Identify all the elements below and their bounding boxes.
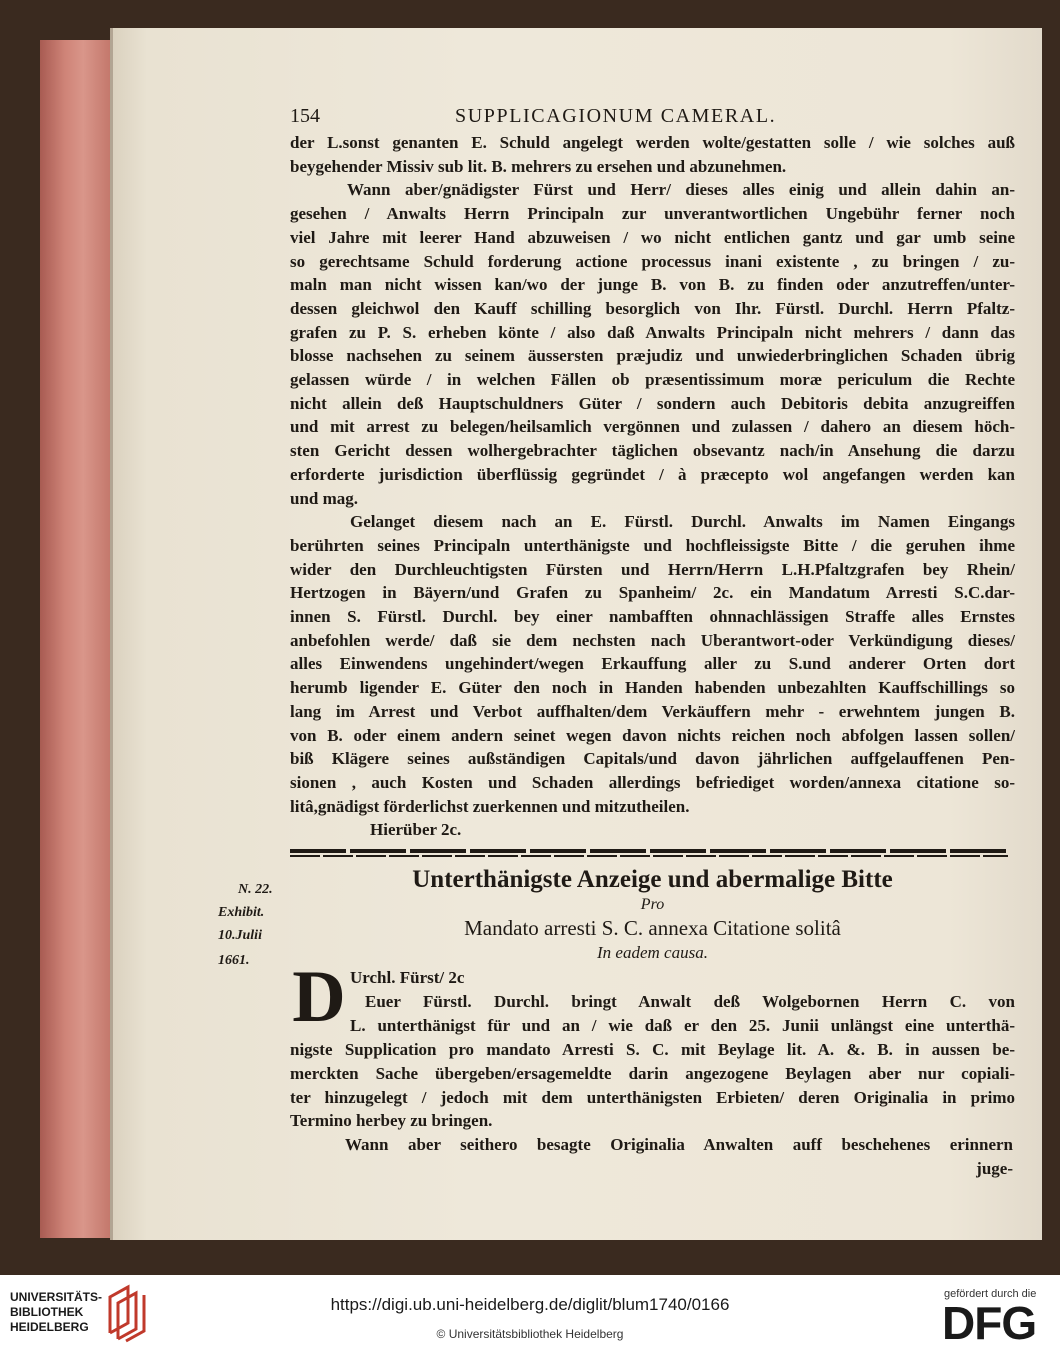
text-line: sten Gericht dessen wolhergebrachter täglichen obsevantz nach/in Ansehung die darzu: [290, 441, 1015, 460]
text-line: litâ,gnädigst förderlichst zuerkennen und mitzutheilen.: [290, 797, 690, 816]
catchword: juge-: [976, 1159, 1013, 1178]
text-line: dessen gleichwol den Kauff schilling besorglich von Ihr. Fürstl. Durchl. Herrn Pfaltz-: [290, 299, 1015, 318]
running-title: SUPPLICAGIONUM CAMERAL.: [455, 105, 777, 127]
page-edges: [40, 40, 112, 1238]
text-line: maln man nicht wissen kan/wo der junge B. von B. zu finden oder anzutreffen/unter-: [290, 275, 1015, 294]
heading-pro: Pro: [640, 896, 665, 913]
text-line: und mit arrest zu belegen/heilsamlich vergönnen und zulassen / dahero an diesem höch-: [290, 417, 1015, 436]
text-line: Euer Fürstl. Durchl. bringt Anwalt deß Wolgebornen Herrn C. von: [365, 992, 1015, 1011]
text-line: so gerechtsame Schuld forderung actione processus inani existente , zu bringen / zu-: [290, 252, 1015, 271]
text-line: biß Klägere seines außständigen Capitals/und davon jährlichen auffgelauffenen Pen-: [290, 749, 1015, 768]
text-line: berührten seines Principaln unterthänigste und hochfleissigste Bitte / die geruhen ihme: [290, 536, 1015, 555]
dfg-logo: DFG: [942, 1297, 1037, 1349]
library-name-line3: HEIDELBERG: [10, 1320, 89, 1334]
text-line: Gelanget diesem nach an E. Fürstl. Durchl. Anwalts im Namen Eingangs: [350, 512, 1015, 531]
text-line: alles Einwendens ungehindert/wegen Erkauffung aller zu S.und anderer Orten dort: [290, 654, 1015, 673]
heading-subtitle: Mandato arresti S. C. annexa Citatione solitâ: [464, 916, 841, 940]
text-line: der L.sonst genanten E. Schuld angelegt werden wolte/gestatten solle / wie solches auß: [290, 133, 1015, 152]
page-gutter: [110, 28, 113, 1240]
text-line: Hierüber 2c.: [370, 820, 462, 839]
text-line: blosse nachsehen zu seinem äussersten præjudiz und unwiederbringlichen Schaden übrig: [290, 346, 1015, 365]
library-name-line1: UNIVERSITÄTS-: [10, 1290, 103, 1304]
text-line: Wann aber seithero besagte Originalia Anwalten auff beschehenes erinnern: [345, 1135, 1013, 1154]
text-line: Termino herbey zu bringen.: [290, 1111, 493, 1130]
text-line: wider den Durchleuchtigsten Fürsten und Herrn/Herrn L.H.Pfaltzgrafen bey Rhein/: [290, 560, 1015, 579]
copyright-notice: © Universitätsbibliothek Heidelberg: [436, 1327, 624, 1341]
text-line: nicht allein deß Hauptschuldners Güter / sondern auch Debitoris debita anzugreiffen: [290, 394, 1015, 413]
margin-note-year: 1661.: [218, 953, 250, 968]
text-line: sionen , auch Kosten und Schaden allerdings befriediget worden/annexa citatione so-: [290, 773, 1015, 792]
page-number: 154: [290, 105, 320, 127]
margin-note-number: N. 22.: [238, 882, 273, 897]
section-heading: Unterthänigste Anzeige und abermalige Bitte: [412, 866, 893, 893]
text-line: innen S. Fürstl. Durchl. bey einer nambafften ohnnachlässigen Straffe alles Ernstes: [290, 607, 1015, 626]
text-line: erforderte jurisdiction überflüssig gegründet / à præcepto wol angefangen werden kan: [290, 465, 1015, 484]
text-line: beygehender Missiv sub lit. B. mehrers zu ersehen und abzunehmen.: [290, 157, 787, 176]
library-name-line2: BIBLIOTHEK: [10, 1305, 84, 1319]
permalink-url[interactable]: https://digi.ub.uni-heidelberg.de/diglit/blum1740/0166: [330, 1295, 730, 1314]
text-line: ter hinzugelegt / jedoch mit dem unterthänigsten Erbieten/ deren Originalia in primo: [290, 1088, 1015, 1107]
text-line: Hertzogen in Bäyern/und Grafen zu Spanheim/ 2c. ein Mandatum Arresti S.C.dar-: [290, 583, 1015, 602]
text-line: merckten Sache übergeben/ersagemeldte darin angezogene Beylagen aber nur copiali-: [290, 1064, 1015, 1083]
funding-note: gefördert durch die: [944, 1288, 1037, 1300]
text-line: Wann aber/gnädigster Fürst und Herr/ dieses alles einig und allein dahin an-: [347, 180, 1015, 199]
text-line: herumb ligender E. Güter den noch in Handen habenden unbezahlten Kauffschillings so: [290, 678, 1015, 697]
section-divider: [290, 849, 1008, 853]
text-line: anbefohlen werde/ daß sie dem nechsten nach Uberantwort-oder Verkündigung dieses/: [290, 631, 1015, 650]
text-line: nigste Supplication pro mandato Arresti S. C. mit Beylage lit. A. &. B. in aussen be-: [290, 1040, 1015, 1059]
text-line: gesehen / Anwalts Herrn Principaln zur unverantwortlichen Ungebühr ferner noch: [290, 204, 1015, 223]
margin-note-date: 10.Julii: [218, 928, 262, 943]
drop-cap: D: [292, 956, 346, 1038]
heading-causa: In eadem causa.: [597, 943, 708, 962]
text-line: und mag.: [290, 489, 359, 508]
margin-note-exhibit: Exhibit.: [218, 905, 265, 920]
university-library-logo-icon: [104, 1283, 152, 1343]
text-line: Urchl. Fürst/ 2c: [350, 968, 465, 987]
text-line: gelassen würde / in welchen Fällen ob præsentissimum moræ periculum die Rechte: [290, 370, 1015, 389]
text-line: von B. oder einem andern seinet wegen davon nichts reichen noch abfolgen lassen sollen/: [290, 726, 1015, 745]
text-line: viel Jahre mit leerer Hand abzuweisen / wo nicht entlichen gantz und gar umb seine: [290, 228, 1015, 247]
text-line: lang im Arrest und Verbot auffhalten/dem Verkäuffern mehr - erwehntem jungen B.: [290, 702, 1015, 721]
text-line: grafen zu P. S. erheben könte / also daß Anwalts Principaln nicht mehrers / dann das: [290, 323, 1015, 342]
text-line: L. unterthänigst für und an / wie daß er den 25. Junii unlängst eine unterthä-: [350, 1016, 1015, 1035]
section-divider-thin: [290, 855, 1008, 857]
